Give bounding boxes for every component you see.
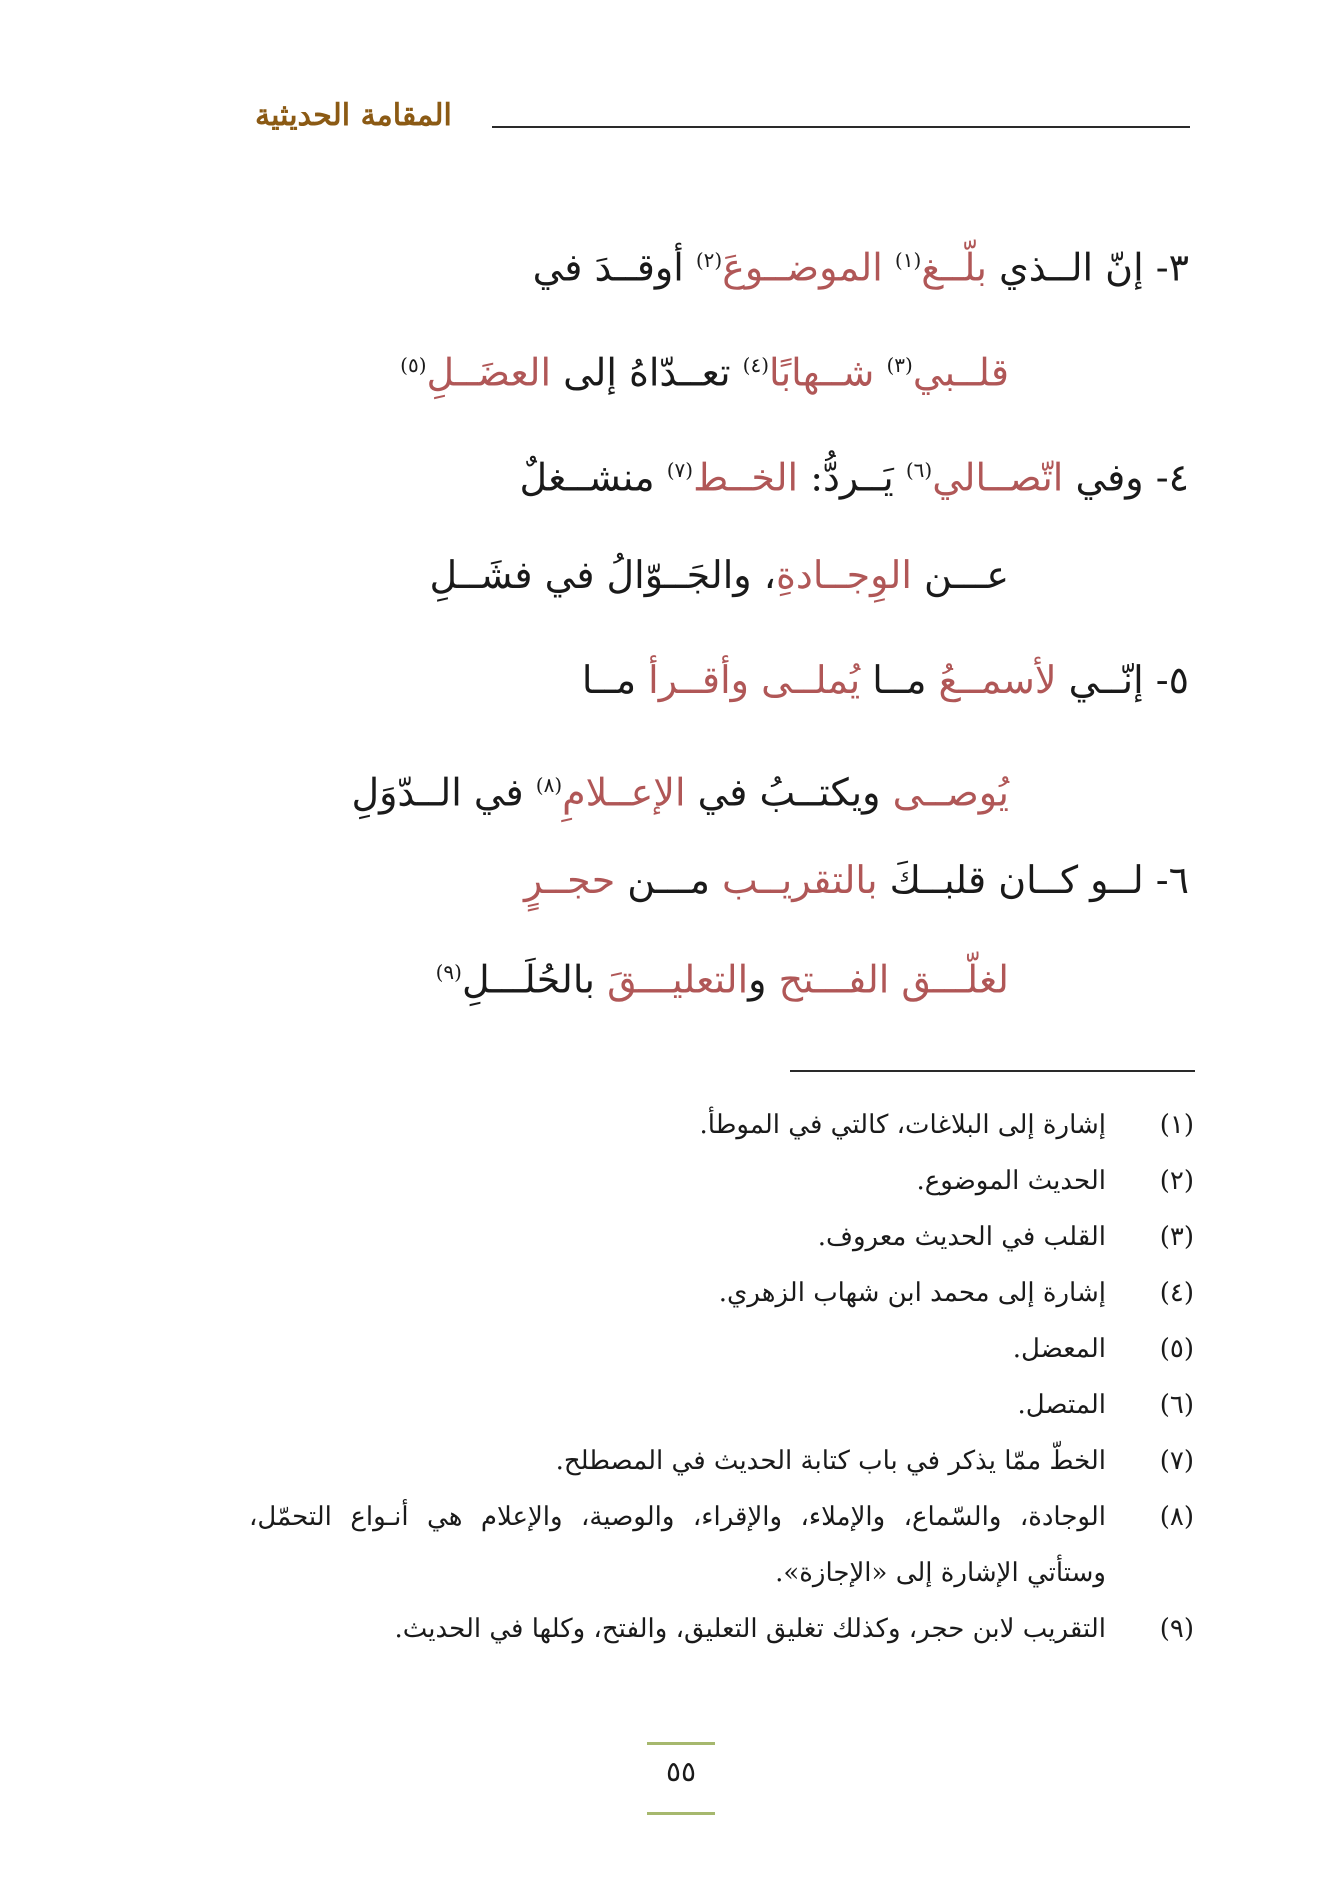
- poem-line-3b: [249, 333, 1009, 405]
- verse-highlight: العضَــلِ: [426, 350, 551, 395]
- footnote-number: (٩): [1159, 1614, 1194, 1644]
- verse-highlight: الإعــلامِ: [562, 770, 686, 815]
- verse-text: أوقــدَ في: [532, 245, 696, 290]
- footnote-ref[interactable]: (١): [894, 248, 922, 272]
- footnote-ref[interactable]: (٧): [666, 458, 694, 482]
- footnote-item: [249, 1489, 1194, 1601]
- footnote-text: إشارة إلى البلاغات، كالتي في الموطأ.: [699, 1110, 1106, 1140]
- verse-text: عـــن: [911, 553, 1009, 597]
- footnote-item: [249, 1433, 1194, 1489]
- verse-highlight: الموضــوعَ: [722, 245, 883, 290]
- header-rule: [492, 126, 1190, 128]
- verse-text: مــا: [860, 658, 939, 702]
- verse-text: مـــن: [615, 858, 723, 902]
- footnote-text: المتصل.: [1017, 1390, 1106, 1420]
- footnote-number: (٦): [1159, 1390, 1194, 1420]
- verse-text: إنّــي: [1056, 658, 1156, 702]
- verse-highlight: التعليـــقَ: [607, 957, 749, 1002]
- verse-highlight: حجــرٍ: [523, 858, 616, 902]
- footnote-text: إشارة إلى محمد ابن شهاب الزهري.: [718, 1278, 1106, 1308]
- footnote-ref[interactable]: (٢): [695, 248, 723, 272]
- footnote-text: الحديث الموضوع.: [916, 1166, 1106, 1196]
- footnote-number: (٥): [1159, 1334, 1194, 1364]
- poem-line-5a: [249, 648, 1189, 712]
- verse-text: ، والجَــوّالُ في فشَــلِ: [429, 553, 776, 597]
- verse-text: تعــدّاهُ إلى: [551, 350, 743, 395]
- poem-line-4b: [249, 543, 1009, 607]
- verse-text: وفي: [1063, 455, 1156, 500]
- verse-number: ٣-: [1155, 245, 1189, 290]
- verse-highlight: الوِجــادةِ: [775, 553, 912, 597]
- verse-text: و: [748, 957, 779, 1002]
- footnote-number: (٣): [1159, 1222, 1194, 1252]
- running-header-title: المقامة الحديثية: [255, 98, 452, 133]
- poem-line-4a: [249, 438, 1189, 510]
- footnote-ref[interactable]: (٨): [535, 773, 563, 797]
- poem-line-6b: [249, 940, 1009, 1012]
- footnote-text: الوجادة، والسّماع، والإملاء، والإقراء، والوصية، والإعلام هي أنـواع التحمّل، وستأتي الإشارة إلى «الإجازة».: [249, 1502, 1106, 1588]
- page-number-rule-top: [647, 1742, 715, 1745]
- poem-line-3a: [249, 228, 1189, 300]
- verse-text: في الــدّوَلِ: [351, 770, 536, 815]
- verse-text: مــا: [581, 658, 649, 702]
- footnote-number: (٨): [1159, 1502, 1194, 1532]
- footnote-ref[interactable]: (٤): [742, 353, 770, 377]
- footnote-item: [249, 1377, 1194, 1433]
- footnote-item: [249, 1321, 1194, 1377]
- verse-text: [883, 246, 895, 290]
- verse-highlight: الخــط: [693, 455, 799, 500]
- footnote-separator: [790, 1070, 1195, 1072]
- verse-highlight: يُوصــى: [892, 770, 1009, 815]
- verse-highlight: لغلّـــق الفـــتح: [778, 957, 1009, 1002]
- verse-text: ويكتــبُ في: [685, 770, 893, 815]
- verse-text: لــو كــان قلبــكَ: [877, 858, 1156, 902]
- poem-line-5b: [249, 753, 1009, 825]
- footnote-item: [249, 1097, 1194, 1153]
- footnotes-list: [249, 1097, 1194, 1657]
- footnote-text: المعضل.: [1012, 1334, 1106, 1364]
- verse-highlight: شــهابًا: [769, 350, 875, 395]
- verse-highlight: لأسمــعُ: [938, 658, 1057, 702]
- verse-text: يَــردُّ:: [798, 455, 906, 500]
- footnote-number: (٤): [1159, 1278, 1194, 1308]
- footnote-ref[interactable]: (٣): [886, 353, 913, 377]
- footnote-item: [249, 1601, 1194, 1657]
- verse-highlight: يُملــى وأقــرأ: [648, 658, 861, 702]
- footnote-item: [249, 1209, 1194, 1265]
- footnote-item: [249, 1265, 1194, 1321]
- footnote-text: التقريب لابن حجر، وكذلك تغليق التعليق، والفتح، وكلها في الحديث.: [394, 1614, 1106, 1644]
- footnote-ref[interactable]: (٩): [435, 960, 462, 984]
- footnote-number: (١): [1159, 1110, 1194, 1140]
- verse-number: ٦-: [1155, 858, 1189, 902]
- footnote-text: الخطّ ممّا يذكر في باب كتابة الحديث في المصطلح.: [555, 1446, 1106, 1476]
- verse-highlight: قلــبي: [912, 350, 1009, 395]
- verse-text: منشــغلٌ: [519, 455, 667, 500]
- footnote-ref[interactable]: (٦): [905, 458, 933, 482]
- footnote-ref[interactable]: (٥): [400, 353, 427, 377]
- page-number: ٥٥: [665, 1755, 697, 1788]
- poem-line-6a: [249, 848, 1189, 912]
- verse-number: ٥-: [1155, 658, 1189, 702]
- verse-text: [874, 351, 886, 395]
- verse-highlight: بالتقريــب: [722, 858, 878, 902]
- page-number-rule-bottom: [647, 1812, 715, 1815]
- verse-highlight: اتّصــالي: [932, 455, 1064, 500]
- verse-text: بالحُلَـــلِ: [461, 957, 608, 1002]
- footnote-item: [249, 1153, 1194, 1209]
- verse-highlight: بلّــغ: [921, 245, 987, 290]
- verse-number: ٤-: [1155, 455, 1189, 500]
- footnote-number: (٧): [1159, 1446, 1194, 1476]
- verse-text: إنّ الــذي: [986, 245, 1156, 290]
- footnote-number: (٢): [1159, 1166, 1194, 1196]
- footnote-text: القلب في الحديث معروف.: [817, 1222, 1106, 1252]
